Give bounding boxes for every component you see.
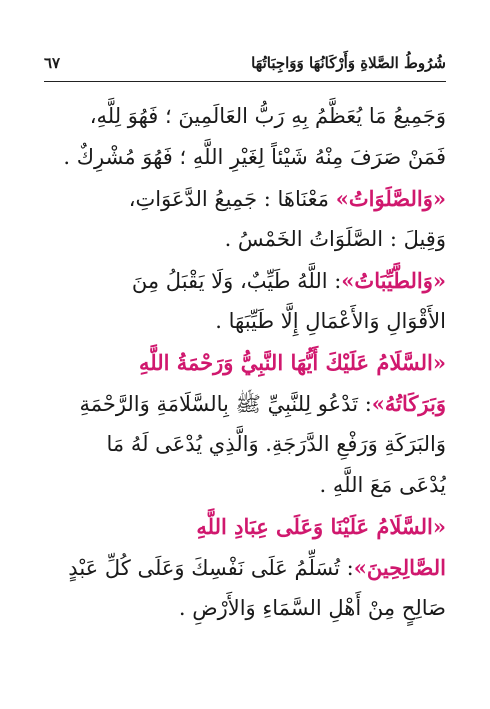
text-segment: : اللَّهُ طَيِّبٌ، وَلَا يَقْبَلُ مِنَ [131,269,342,293]
page-body [44,96,446,629]
text-segment: : تُسَلِّمُ عَلَى نَفْسِكَ وَعَلَى كُلِّ عَبْدٍ [68,556,354,580]
text-line: وَقِيلَ : الصَّلَوَاتُ الخَمْسُ . [224,227,446,251]
highlighted-phrase: «السَّلَامُ عَلَيْنَا وَعَلَى عِبَادِ اللَّهِ [196,514,446,539]
page-number: ٦٧ [44,54,61,72]
highlighted-phrase: «وَالطَّيِّبَاتُ» [341,268,446,293]
text-line: فَمَنْ صَرَفَ مِنْهُ شَيْئاً لِغَيْرِ اللَّهِ ؛ فَهُوَ مُشْرِكٌ . [63,145,446,169]
running-title: شُرُوطُ الصَّلاةِ وَأَرْكَانُهَا وَوَاجِبَاتُهَا [251,54,446,72]
text-segment: مَعْنَاهَا : جَمِيعُ الدَّعَوَاتِ، [128,187,336,211]
highlighted-phrase: «وَالصَّلَوَاتُ» [335,186,446,211]
page-header [44,52,446,78]
text-line [44,342,446,383]
paragraph-1 [44,96,446,178]
highlighted-phrase: وَبَرَكَاتُهُ» [371,391,446,416]
paragraph-salam-nabi [44,342,446,506]
text-segment: : تَدْعُو لِلنَّبِيِّ ﷺ بِالسَّلَامَةِ وَالرَّحْمَةِ [79,392,372,416]
paragraph-salawat [44,178,446,260]
text-line: وَجَمِيعُ مَا يُعَظَّمُ بِهِ رَبُّ العَالَمِينَ ؛ فَهُوَ لِلَّهِ، [89,104,446,128]
paragraph-salam-ibad [44,506,446,629]
highlighted-phrase: «السَّلَامُ عَلَيْكَ أَيُّهَا النَّبِيُّ وَرَحْمَةُ اللَّهِ [139,350,446,375]
text-line [44,506,446,547]
text-line [44,383,446,424]
header-divider [44,81,446,82]
text-line: يُدْعَى مَعَ اللَّهِ . [319,473,446,497]
text-line: وَالبَرَكَةِ وَرَفْعِ الدَّرَجَةِ. وَالَّذِي يُدْعَى لَهُ مَا [106,432,446,456]
text-line: الأَقْوَالِ وَالأَعْمَالِ إِلَّا طَيِّبَهَا . [215,309,446,333]
text-line: صَالِحٍ مِنْ أَهْلِ السَّمَاءِ وَالأَرْضِ . [178,596,446,620]
highlighted-phrase: الصَّالِحِينَ» [353,555,446,580]
text-line [44,547,446,588]
text-line [44,260,446,301]
paragraph-tayyibat [44,260,446,342]
text-line [44,178,446,219]
